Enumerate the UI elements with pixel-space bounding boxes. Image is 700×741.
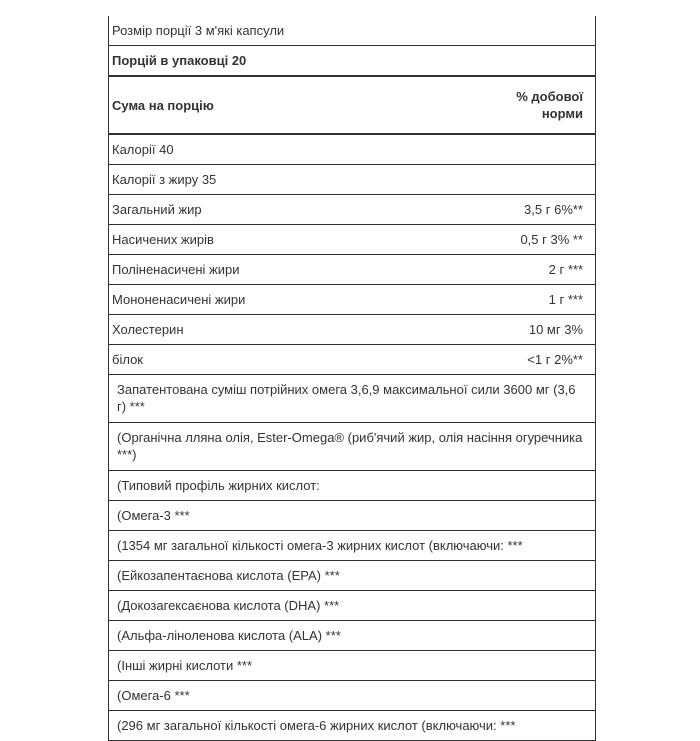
ingredient-row-other-fatty-acids: [109, 651, 595, 681]
servings-per-container-text: Порцій в упаковці 20: [112, 53, 247, 68]
ingredient-text: (Альфа-ліноленова кислота (ALA) ***: [117, 628, 341, 643]
ingredient-row-profile: [109, 471, 595, 501]
ingredient-text: (Органічна лляна олія, Ester-Omega® (риб'ячий жир, олія насіння огуречника ***): [117, 430, 583, 462]
ingredient-row-omega6: [109, 681, 595, 711]
nutrient-value: 2 г ***: [548, 262, 583, 277]
nutrient-row-cholesterol: [109, 315, 595, 345]
ingredient-row-ala: [109, 621, 595, 651]
ingredient-text: (Ейкозапентаєнова кислота (EPA) ***: [117, 568, 340, 583]
ingredient-row-dha: [109, 591, 595, 621]
table-header-row: [109, 77, 595, 135]
ingredient-text: (Омега-6 ***: [117, 688, 190, 703]
supplement-facts-table: [108, 16, 596, 741]
nutrient-label: Поліненасичені жири: [112, 262, 240, 277]
nutrient-row-calories-from-fat: [109, 165, 595, 195]
amount-per-serving-heading: Сума на порцію: [112, 97, 214, 113]
ingredient-text: (Інші жирні кислоти ***: [117, 658, 253, 673]
nutrient-row-protein: [109, 345, 595, 375]
nutrient-value: 10 мг 3%: [528, 322, 583, 337]
ingredient-row-omega6-total: [109, 711, 595, 741]
ingredient-text: (Типовий профіль жирних кислот:: [117, 478, 320, 493]
daily-value-heading-line2: норми: [541, 106, 583, 121]
daily-value-heading-line1: % добової: [516, 89, 583, 104]
serving-size-row: [109, 16, 595, 46]
ingredient-text: (1354 мг загальної кількості омега-3 жирних кислот (включаючи: ***: [117, 538, 523, 553]
ingredient-text: (Докозагексаєнова кислота (DHA) ***: [117, 598, 340, 613]
nutrient-value: 1 г ***: [548, 292, 583, 307]
nutrient-row-calories: [109, 135, 595, 165]
ingredient-row-blend: [109, 375, 595, 423]
ingredient-row-oils: [109, 423, 595, 471]
ingredient-row-omega3-total: [109, 531, 595, 561]
nutrient-row-polyunsaturated-fat: [109, 255, 595, 285]
nutrient-label: білок: [112, 352, 143, 367]
nutrient-row-monounsaturated-fat: [109, 285, 595, 315]
ingredient-text: Запатентована суміш потрійних омега 3,6,9 максимальної сили 3600 мг (3,6 г) ***: [117, 382, 576, 414]
nutrient-value: <1 г 2%**: [527, 352, 583, 367]
ingredient-text: (Омега-3 ***: [117, 508, 190, 523]
nutrient-label: Насичених жирів: [112, 232, 214, 247]
ingredient-row-epa: [109, 561, 595, 591]
nutrient-label: Калорії з жиру 35: [112, 172, 217, 187]
nutrient-row-saturated-fat: [109, 225, 595, 255]
nutrient-label: Калорії 40: [112, 142, 174, 157]
daily-value-heading: [516, 88, 583, 122]
nutrient-value: 0,5 г 3% **: [520, 232, 583, 247]
nutrient-row-total-fat: [109, 195, 595, 225]
serving-size-text: Розмір порції 3 м'які капсули: [112, 23, 285, 38]
nutrient-label: Мононенасичені жири: [112, 292, 246, 307]
nutrient-label: Загальний жир: [112, 202, 202, 217]
ingredient-row-omega3: [109, 501, 595, 531]
ingredient-text: (296 мг загальної кількості омега-6 жирних кислот (включаючи: ***: [117, 718, 516, 733]
nutrient-value: 3,5 г 6%**: [524, 202, 583, 217]
servings-per-container-row: [109, 46, 595, 77]
nutrient-label: Холестерин: [112, 322, 184, 337]
